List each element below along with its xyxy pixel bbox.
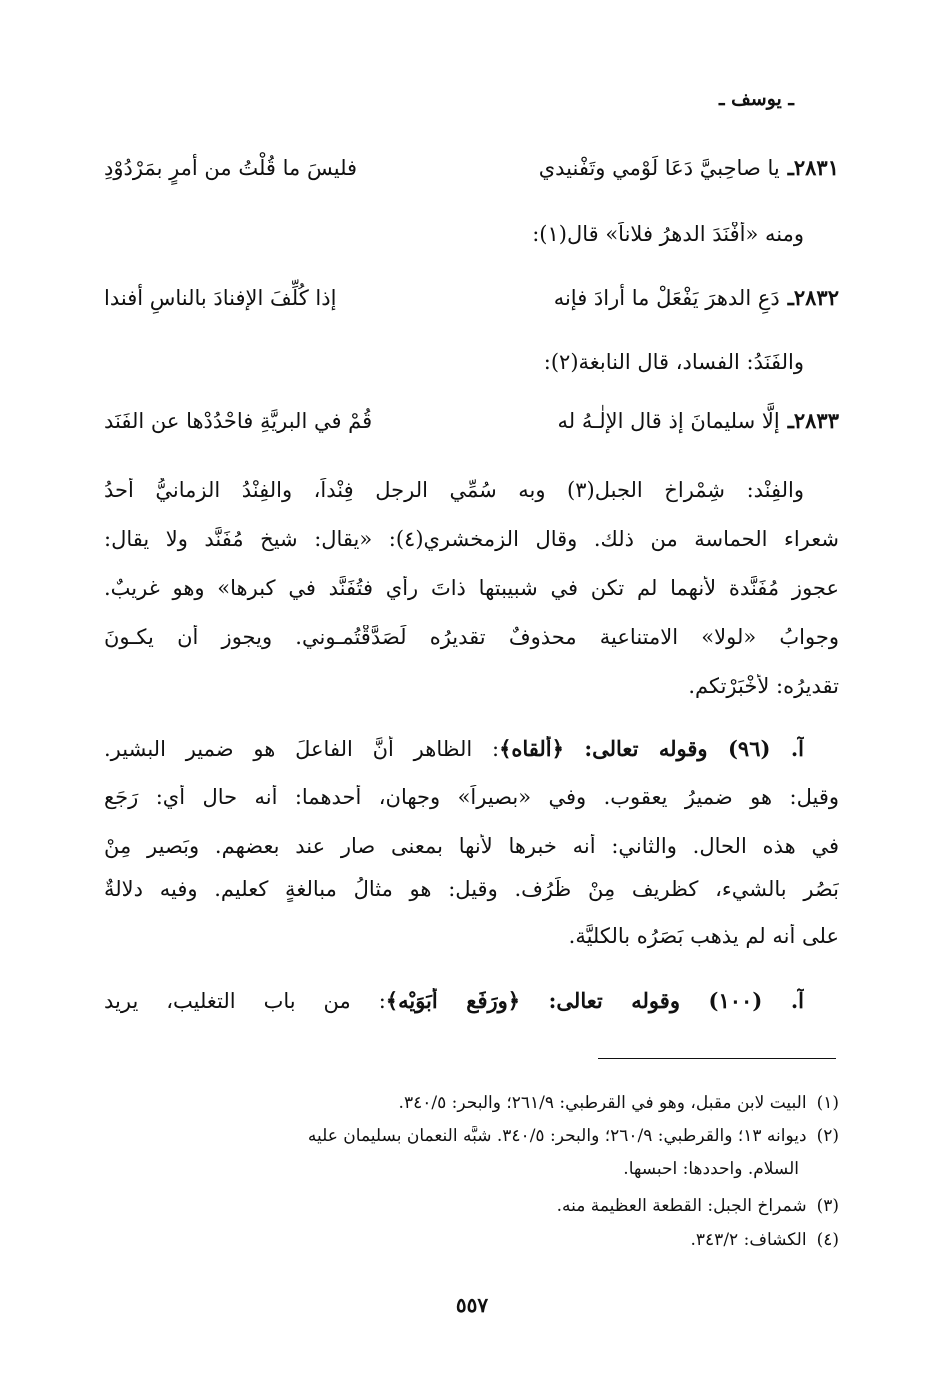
running-header: ـ يوسف ـ xyxy=(718,88,794,110)
footnote-text: البيت لابن مقبل، وهو في القرطبي: ٢٦١/٩؛ والبحر: ٣٤٠/٥. xyxy=(398,1093,807,1113)
footnote-text: شمراخ الجبل: القطعة العظيمة منه. xyxy=(556,1196,807,1216)
verse-second-hemistich: قُمْ في البريَّةِ فاحْدُدْها عن الفَنَد xyxy=(104,409,373,433)
paragraph-line xyxy=(104,988,804,1014)
footnote-continuation: السلام. واحددها: احبسها. xyxy=(623,1159,799,1179)
footnote-number: (٢) xyxy=(816,1126,839,1146)
verse-first-text: إلَّا سليمانَ إذ قال الإلٰـهُ له xyxy=(557,409,780,433)
footnote xyxy=(104,1196,839,1216)
footnote-text: الكشاف: ٣٤٣/٢. xyxy=(690,1230,807,1250)
footnote-divider xyxy=(598,1058,836,1059)
paragraph-line: على أنه لم يذهب بَصَرُه بالكليَّة. xyxy=(568,924,839,948)
footnote xyxy=(104,1093,839,1113)
footnote-number: (٣) xyxy=(816,1196,839,1216)
verse-reference: آ. (١٠٠) وقوله تعالى: ﴿ورَفَع أَبَوَيْه﴾ xyxy=(385,988,804,1013)
verse-reference: آ. (٩٦) وقوله تعالى: ﴿أَلقاه﴾ xyxy=(499,736,804,761)
footnote xyxy=(104,1230,839,1250)
verse-second-hemistich: فليسَ ما قُلْتُ من أمرٍ بمَرْدُوْدِ xyxy=(104,156,358,180)
verse-second-hemistich: إذا كُلِّفَ الإفنادَ بالناسِ أفندا xyxy=(104,286,337,310)
page-number: ٥٥٧ xyxy=(455,1293,489,1317)
verse-first-text: دَعِ الدهرَ يَفْعَلْ ما أرادَ فإنه xyxy=(553,286,780,310)
paragraph-line: وقيل: هو ضميرُ يعقوب. وفي «بصيراً» وجهان، أحدهما: أنه حال أي: رَجَع xyxy=(104,785,839,809)
paragraph-line: في هذه الحال. والثاني: أنه خبرها لأنها بمعنى صار عند بعضهم. وبَصير مِنْ xyxy=(104,834,839,858)
paragraph-line: بَصُر بالشيء، كظريف مِنْ ظَرُف. وقيل: هو مثالُ مبالغةٍ كعليم. وفيه دلالةٌ xyxy=(104,877,839,901)
verse-number: ٢٨٣٣ـ xyxy=(787,408,839,433)
verse-first-hemistich xyxy=(558,408,839,433)
verse-line xyxy=(104,408,839,433)
verse-number: ٢٨٣٢ـ xyxy=(787,285,839,310)
intro-line: ومنه «أَفْنَدَ الدهرُ فلاناً» قال(١): xyxy=(532,222,804,246)
footnote-text: ديوانه ١٣؛ والقرطبي: ٢٦٠/٩؛ والبحر: ٣٤٠/٥. شبَّه النعمان بسليمان عليه xyxy=(307,1126,807,1146)
paragraph-line: وجوابُ «لولا» الامتناعية محذوفٌ تقديرُه لَصَدَّقْتُمـوني. ويجوز أن يكـونَ xyxy=(104,625,839,649)
verse-line xyxy=(104,285,839,310)
paragraph-line: عجوز مُفَنَّدة لأنهما لم تكن في شبيبتها ذاتَ رأي فتُفَنَّد في كبرها» وهو غريبٌ. xyxy=(104,576,839,600)
paragraph-text: : الظاهر أنَّ الفاعلَ هو ضمير البشير. xyxy=(104,737,500,761)
paragraph-text: : من باب التغليب، يريد xyxy=(104,989,386,1013)
verse-first-hemistich xyxy=(539,155,839,180)
footnote-number: (٤) xyxy=(816,1230,839,1250)
footnote xyxy=(104,1126,839,1146)
paragraph-line: والفِنْد: شِمْراخ الجبل(٣) وبه سُمِّي الرجل فِنْداً، والفِنْدُ الزمانيُّ أحدُ xyxy=(104,478,804,502)
verse-first-hemistich xyxy=(554,285,839,310)
verse-line xyxy=(104,155,839,180)
paragraph-line: شعراء الحماسة من ذلك. وقال الزمخشري(٤): «يقال: شيخ مُفَنَّد ولا يقال: xyxy=(104,527,839,551)
verse-number: ٢٨٣١ـ xyxy=(787,155,839,180)
intro-line: والفَنَدُ: الفساد، قال النابغة(٢): xyxy=(543,350,804,374)
footnote-number: (١) xyxy=(816,1093,839,1113)
paragraph-line xyxy=(104,736,804,762)
paragraph-line: تقديرُه: لأَخْبَرْتكم. xyxy=(688,674,839,698)
verse-first-text: يا صاحِبيَّ دَعَا لَوْمي وتَفْنيدي xyxy=(538,156,780,180)
